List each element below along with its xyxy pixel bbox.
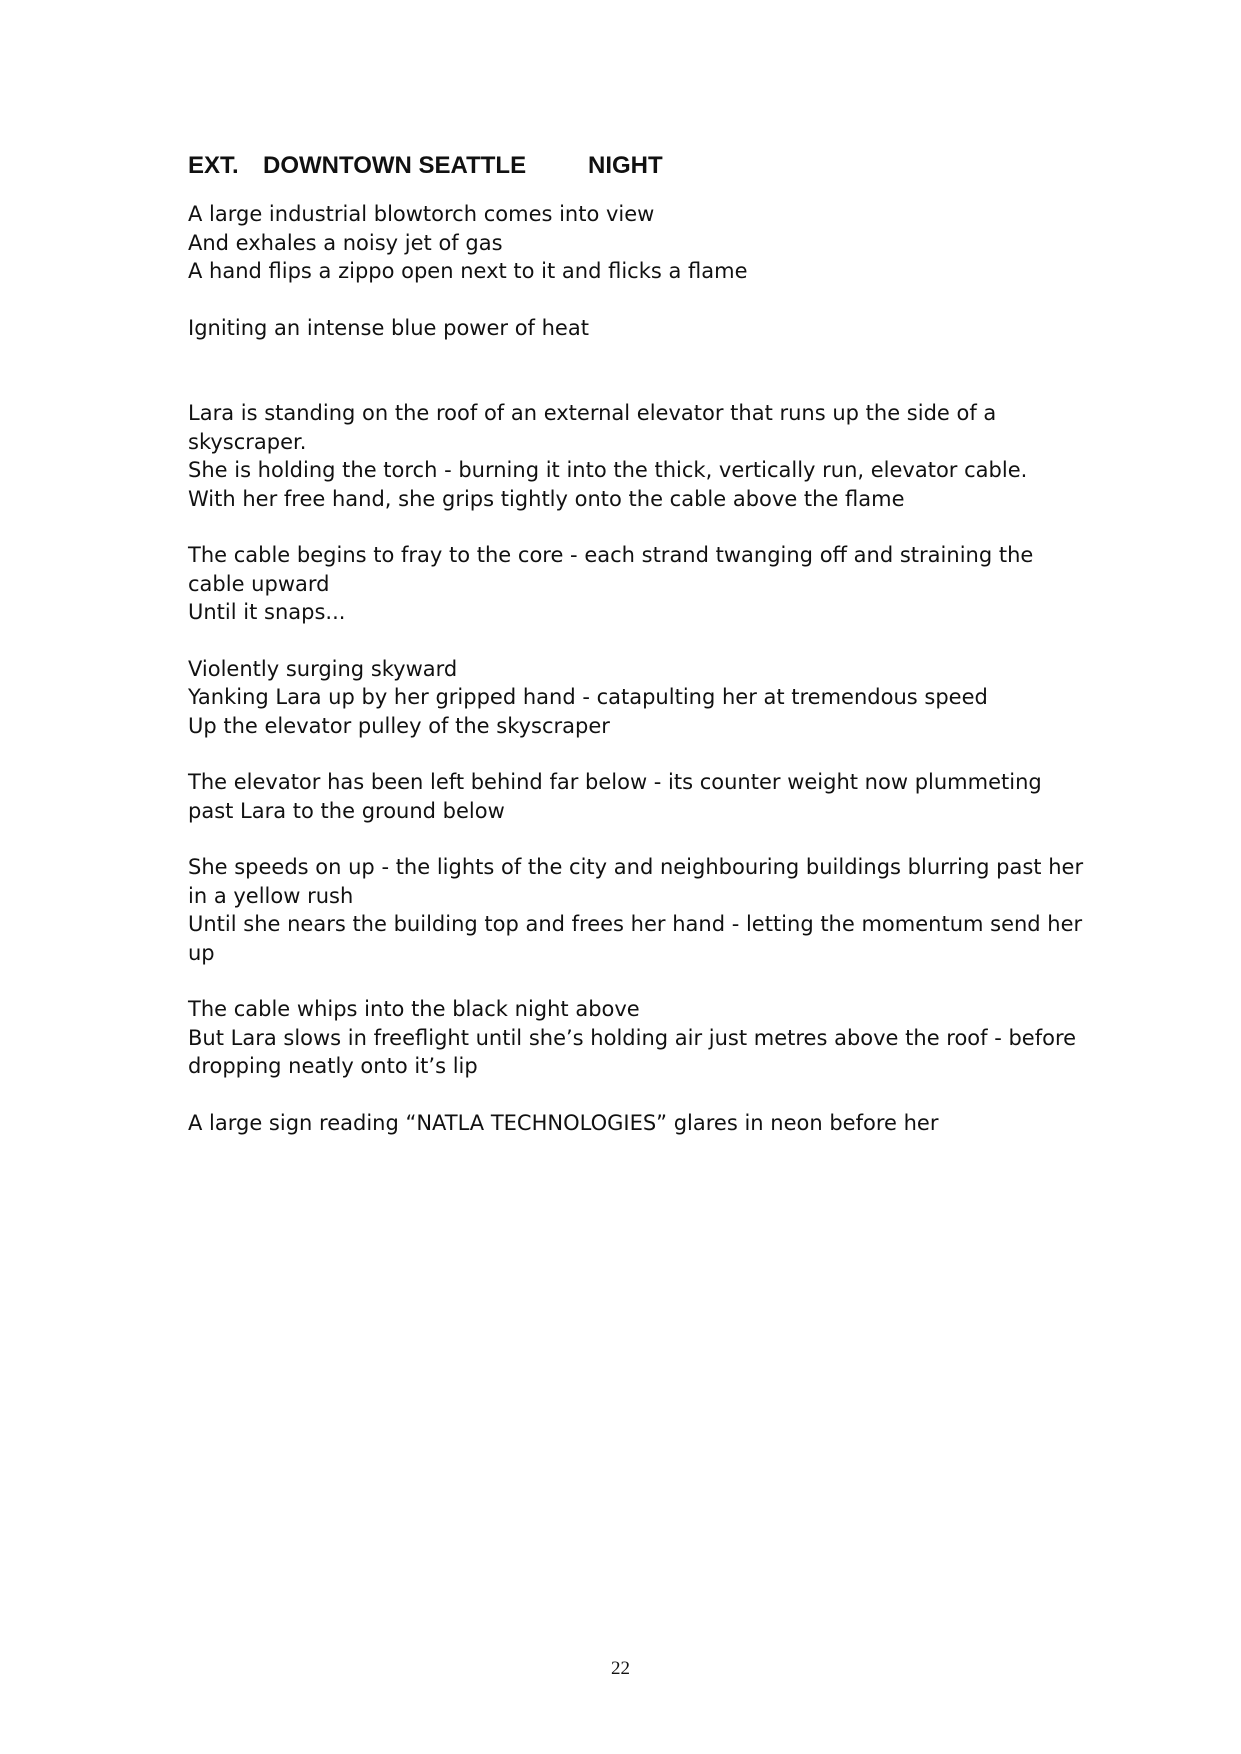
action-line: Until it snaps... <box>188 600 346 624</box>
page-number: 22 <box>611 1658 630 1679</box>
action-paragraph <box>188 995 1088 1081</box>
action-line: The cable whips into the black night above <box>188 997 640 1021</box>
action-paragraph <box>188 541 1088 627</box>
action-paragraph <box>188 655 1088 741</box>
action-line: Up the elevator pulley of the skyscraper <box>188 713 610 738</box>
action-paragraph <box>188 1109 1088 1138</box>
action-line: The elevator has been left behind far below - its counter weight now plummeting past Lara to the ground below <box>188 770 1042 823</box>
scene-heading <box>188 150 1088 182</box>
scene-heading-location: DOWNTOWN SEATTLE <box>263 152 527 179</box>
action-paragraph <box>188 200 1088 286</box>
action-line: Until she nears the building top and frees her hand - letting the momentum send her up <box>188 912 1083 965</box>
action-line: With her free hand, she grips tightly onto the cable above the flame <box>188 486 905 511</box>
action-paragraph <box>188 314 1088 343</box>
action-line: Lara is standing on the roof of an external elevator that runs up the side of a skyscraper. <box>188 401 997 454</box>
action-line: She speeds on up - the lights of the city and neighbouring buildings blurring past her in a yellow rush <box>188 855 1084 908</box>
action-line: Violently surging skyward <box>188 656 458 681</box>
action-line: And exhales a noisy jet of gas <box>188 230 503 255</box>
action-line: Yanking Lara up by her gripped hand - catapulting her at tremendous speed <box>188 685 988 709</box>
action-line: A hand flips a zippo open next to it and flicks a flame <box>188 259 748 283</box>
action-line: But Lara slows in freeflight until she’s holding air just metres above the roof - before dropping neatly onto it’s lip <box>188 1025 1077 1078</box>
action-line: The cable begins to fray to the core - each strand twanging off and straining the cable upward <box>188 543 1034 596</box>
scene-heading-int-ext: EXT. <box>188 152 239 179</box>
action-line: She is holding the torch - burning it into the thick, vertically run, elevator cable. <box>188 458 1028 482</box>
action-line: Igniting an intense blue power of heat <box>188 315 589 340</box>
action-line: A large sign reading “NATLA TECHNOLOGIES” glares in neon before her <box>188 1110 939 1135</box>
action-paragraph <box>188 399 1088 513</box>
scene-heading-time: NIGHT <box>588 152 663 179</box>
action-line: A large industrial blowtorch comes into view <box>188 202 655 226</box>
script-body <box>188 150 1088 1165</box>
action-paragraph <box>188 768 1088 825</box>
action-paragraph <box>188 853 1088 967</box>
